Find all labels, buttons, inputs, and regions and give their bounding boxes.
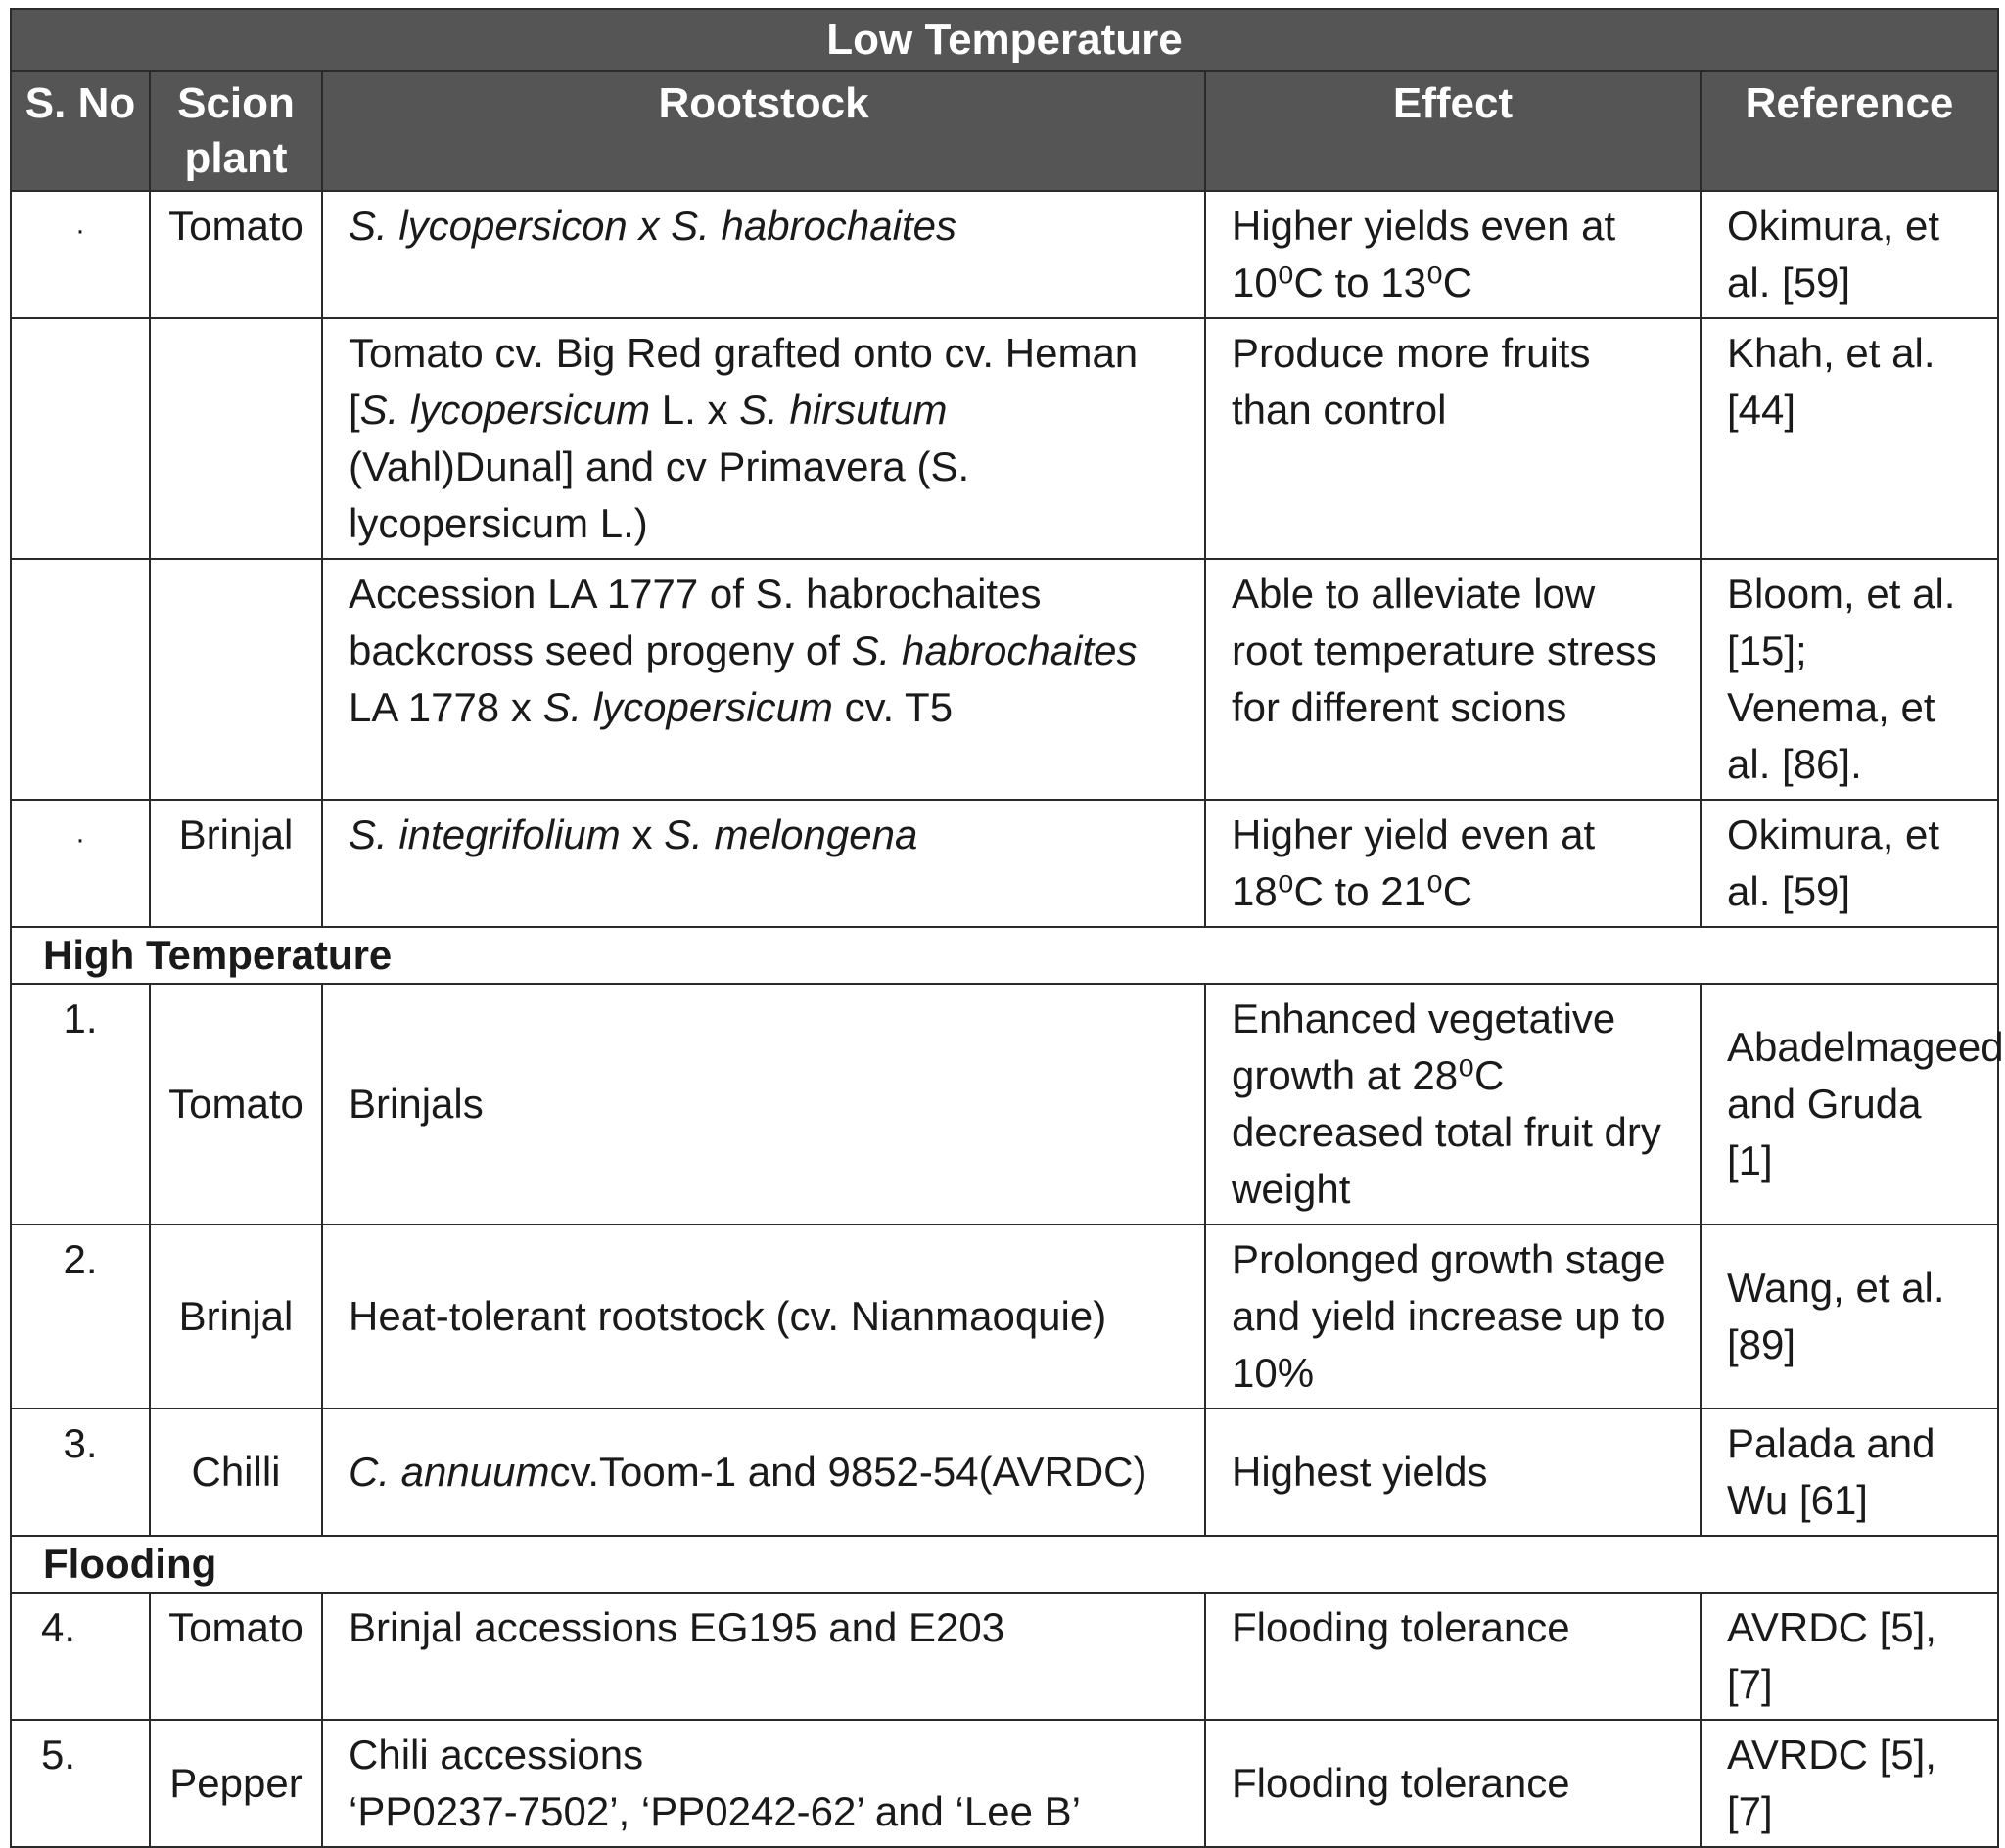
- sno-cell: [11, 559, 150, 800]
- table-row: [11, 191, 1998, 318]
- reference-cell: AVRDC [5], [7]: [1701, 1593, 1998, 1720]
- effect-cell: Flooding tolerance: [1205, 1593, 1701, 1720]
- rootstock-cell: Heat-tolerant rootstock (cv. Nianmaoquie): [322, 1224, 1205, 1409]
- rootstock-text: x: [620, 811, 665, 857]
- scion-cell: Pepper: [150, 1720, 322, 1847]
- rootstock-italic: S. melongena: [664, 811, 918, 857]
- header-rootstock: Rootstock: [322, 71, 1205, 191]
- sno-cell: 5.: [11, 1720, 150, 1847]
- table-row: [11, 984, 1998, 1224]
- rootstock-italic: S. integrifolium: [349, 811, 621, 857]
- table-row: [11, 318, 1998, 559]
- effect-cell: Produce more fruits than control: [1205, 318, 1701, 559]
- effect-cell: Flooding tolerance: [1205, 1720, 1701, 1847]
- effect-cell: Prolonged growth stage and yield increase up to 10%: [1205, 1224, 1701, 1409]
- table-row: [11, 1720, 1998, 1847]
- scion-cell: Brinjal: [150, 800, 322, 927]
- bullet-dot: ·: [75, 214, 85, 247]
- rootstock-text: Accession LA 1777 of S. habrochaites backcross seed progeny of: [349, 571, 1042, 673]
- rootstock-table: [10, 8, 2004, 1848]
- effect-cell: Higher yield even at 18⁰C to 21⁰C: [1205, 800, 1701, 927]
- scion-cell: Tomato: [150, 191, 322, 318]
- rootstock-text: LA 1778 x: [349, 684, 543, 730]
- rootstock-cell: [322, 1409, 1205, 1536]
- rootstock-italic: S. habrochaites: [851, 627, 1138, 673]
- table-title: Low Temperature: [11, 9, 1998, 71]
- rootstock-italic: S. lycopersicon x S. habrochaites: [349, 203, 956, 249]
- rootstock-italic: S. hirsutum: [739, 387, 948, 433]
- table-row: [11, 559, 1998, 800]
- rootstock-text: (Vahl)Dunal] and cv Primavera (S. lycopersicum L.): [349, 443, 970, 546]
- rootstock-text: Chili accessions: [349, 1732, 644, 1778]
- sno-cell: [11, 318, 150, 559]
- rootstock-cell: [322, 800, 1205, 927]
- reference-cell: Abadelmageed and Gruda [1]: [1701, 984, 1998, 1224]
- sno-cell: 3.: [11, 1409, 150, 1536]
- header-sno: S. No: [11, 71, 150, 191]
- rootstock-cell: [322, 559, 1205, 800]
- table-title-row: [11, 9, 1998, 71]
- table-row: [11, 1593, 1998, 1720]
- sno-cell: 4.: [11, 1593, 150, 1720]
- sno-cell: [11, 800, 150, 927]
- rootstock-cell: [322, 191, 1205, 318]
- scion-cell: [150, 559, 322, 800]
- section-row-high: [11, 927, 1998, 984]
- rootstock-cell: [322, 1720, 1205, 1847]
- reference-cell: Okimura, et al. [59]: [1701, 800, 1998, 927]
- header-scion: Scion plant: [150, 71, 322, 191]
- reference-cell: AVRDC [5], [7]: [1701, 1720, 1998, 1847]
- scion-cell: Tomato: [150, 1593, 322, 1720]
- rootstock-cell: Brinjal accessions EG195 and E203: [322, 1593, 1205, 1720]
- sno-cell: 2.: [11, 1224, 150, 1409]
- sno-cell: 1.: [11, 984, 150, 1224]
- section-title-high: High Temperature: [11, 927, 1998, 984]
- header-row: [11, 71, 1998, 191]
- table-row: [11, 1409, 1998, 1536]
- table-row: [11, 1224, 1998, 1409]
- rootstock-text: ‘PP0237-7502’, ‘PP0242-62’ and ‘Lee B’: [349, 1788, 1081, 1834]
- rootstock-cell: Brinjals: [322, 984, 1205, 1224]
- section-row-flooding: [11, 1536, 1998, 1593]
- rootstock-italic: C. annuum: [349, 1449, 550, 1495]
- scion-cell: Tomato: [150, 984, 322, 1224]
- header-effect: Effect: [1205, 71, 1701, 191]
- reference-cell: Bloom, et al. [15]; Venema, et al. [86].: [1701, 559, 1998, 800]
- effect-cell: Able to alleviate low root temperature stress for different scions: [1205, 559, 1701, 800]
- bullet-dot: ·: [75, 823, 85, 855]
- scion-cell: [150, 318, 322, 559]
- effect-cell: Enhanced vegetative growth at 28⁰C decreased total fruit dry weight: [1205, 984, 1701, 1224]
- rootstock-italic: S. lycopersicum: [359, 387, 651, 433]
- rootstock-italic: S. lycopersicum: [542, 684, 833, 730]
- scion-cell: Brinjal: [150, 1224, 322, 1409]
- rootstock-text: cv. T5: [832, 684, 954, 730]
- rootstock-text: cv.Toom-1 and 9852-54(AVRDC): [549, 1449, 1147, 1495]
- section-title-flooding: Flooding: [11, 1536, 1998, 1593]
- sno-cell: [11, 191, 150, 318]
- reference-cell: Palada and Wu [61]: [1701, 1409, 1998, 1536]
- rootstock-text: L. x: [650, 387, 740, 433]
- reference-cell: Wang, et al. [89]: [1701, 1224, 1998, 1409]
- effect-cell: Higher yields even at 10⁰C to 13⁰C: [1205, 191, 1701, 318]
- reference-cell: Okimura, et al. [59]: [1701, 191, 1998, 318]
- effect-cell: Highest yields: [1205, 1409, 1701, 1536]
- rootstock-text: Tomato cv. Big Red grafted onto cv. Heman [: [349, 330, 1139, 433]
- scion-cell: Chilli: [150, 1409, 322, 1536]
- reference-cell: Khah, et al. [44]: [1701, 318, 1998, 559]
- rootstock-cell: [322, 318, 1205, 559]
- header-reference: Reference: [1701, 71, 1998, 191]
- top-strip: [0, 0, 2005, 8]
- table-row: [11, 800, 1998, 927]
